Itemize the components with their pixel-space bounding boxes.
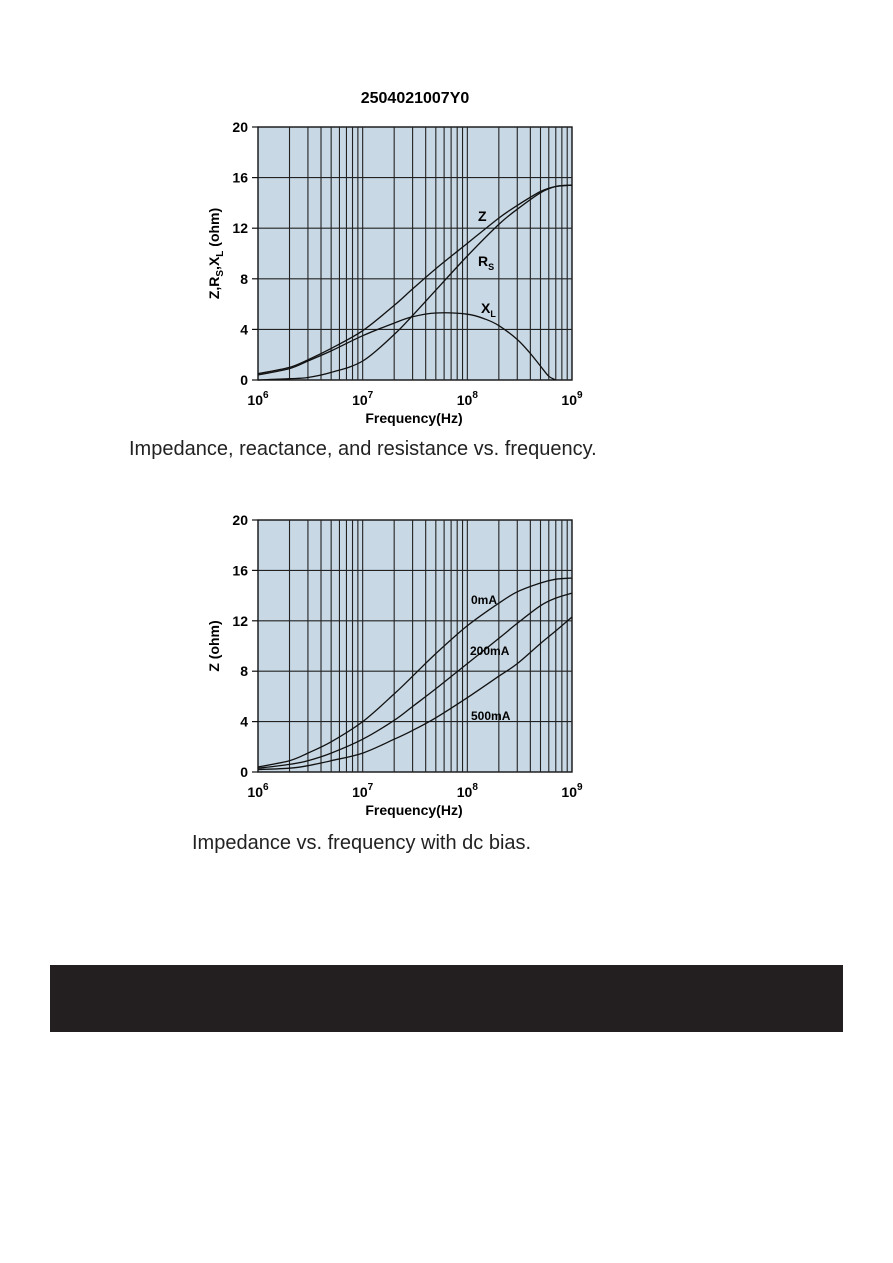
y-tick-label: 0 [240,372,248,388]
y-axis-label [206,208,226,299]
y-axis-label-part: (ohm) [206,207,222,251]
x-tick-label [247,390,269,408]
x-tick-exponent: 8 [472,782,478,793]
x-tick-label [352,390,374,408]
series-label-z [478,208,487,224]
x-tick-base: 10 [561,392,578,408]
x-tick-exponent: 7 [367,782,374,793]
series-label-0ma [471,593,497,607]
y-tick-label: 0 [240,764,248,780]
chart-title: 2504021007Y0 [360,90,470,107]
plot-area [258,127,572,380]
y-tick-label: 16 [232,562,248,579]
series-label-main: 500mA [471,709,511,723]
series-label-500ma [471,709,511,723]
x-tick-label [457,782,479,800]
y-tick-label: 4 [240,713,248,730]
x-tick-base: 10 [352,392,368,408]
x-tick-base: 10 [456,392,473,408]
y-tick-label: 20 [232,512,248,528]
series-label-main: 0mA [471,593,498,607]
y-tick-label: 12 [232,220,248,237]
x-tick-exponent: 7 [367,390,374,401]
plot-area [258,520,572,772]
y-tick-label: 4 [240,321,248,338]
y-tick-label: 12 [232,612,248,629]
series-label-main: 200mA [470,644,510,658]
chart-caption-dc-bias: Impedance vs. frequency with dc bias. [192,832,532,854]
y-axis-label-part: ,X [206,256,222,270]
x-axis-label: Frequency(Hz) [365,410,463,426]
series-label-sub: L [490,309,496,319]
series-label-sub: S [488,262,495,272]
x-tick-base: 10 [456,784,473,800]
y-axis-label-part: S [215,269,226,277]
x-tick-base: 10 [352,784,368,800]
x-tick-label [457,390,479,408]
x-tick-exponent: 6 [263,390,269,401]
x-tick-label [247,782,269,800]
y-tick-label: 8 [240,663,248,680]
y-axis-label-part: L [215,250,226,257]
series-label-main: Z [478,208,487,224]
x-tick-base: 10 [247,784,264,800]
x-tick-label [561,782,583,800]
x-tick-label [352,782,374,800]
y-axis-label: Z (ohm) [206,620,222,672]
chart-caption-impedance: Impedance, reactance, and resistance vs. frequency. [129,438,597,460]
y-tick-label: 16 [232,169,248,186]
x-tick-label [561,390,583,408]
y-axis-label-part: Z,R [206,276,222,300]
dc-bias-chart [0,505,893,835]
series-label-main: R [478,253,489,269]
section-header-band [50,965,843,1032]
series-label-main: X [481,300,491,316]
x-axis-label: Frequency(Hz) [365,802,463,818]
y-tick-label: 20 [232,119,248,135]
x-tick-exponent: 6 [263,782,269,793]
x-tick-exponent: 8 [472,390,478,401]
x-tick-base: 10 [247,392,264,408]
impedance-chart [0,80,893,440]
x-tick-base: 10 [561,784,578,800]
series-label-200ma [470,644,510,658]
y-tick-label: 8 [240,270,248,287]
x-tick-exponent: 9 [577,390,583,401]
x-tick-exponent: 9 [577,782,583,793]
